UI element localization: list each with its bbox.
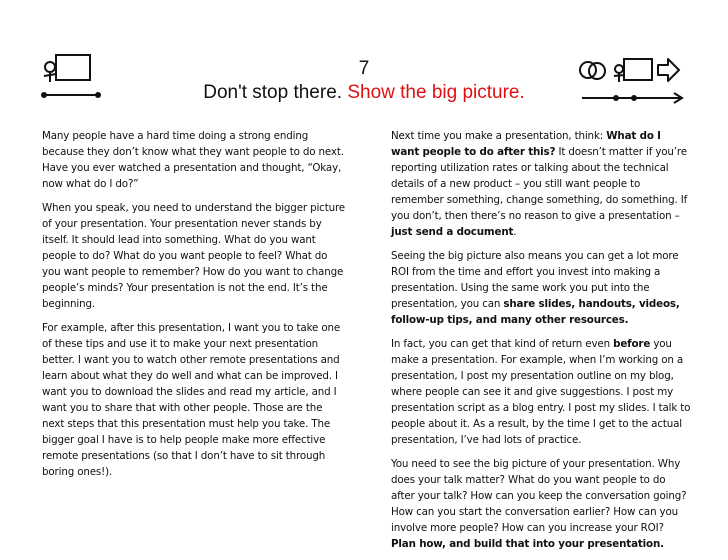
text-run: In fact, you can get that kind of return even <box>391 338 614 350</box>
group-people-icon <box>578 58 608 86</box>
bold-text: What do I want people to do after this? <box>391 130 661 158</box>
person-with-board-icon <box>612 56 656 86</box>
left-paragraph-3: For example, after this presentation, I want you to take one of these tips and use it to make your next presentation better. I want you to watch other remote presentations and learn about what they do well and what can be improved. I want you to download the slides and read my article, and I want you to share that with other people. Those are the next steps that this presentation must help you take. The bigger goal I have is to help people make more effective remote presentations (so that I don’t have to sit through boring ones!). <box>42 322 341 478</box>
title-prefix: Don't stop there. <box>203 82 343 103</box>
left-paragraph-2: When you speak, you need to understand the bigger picture of your presentation. Your presentation never stands by itself. It should lead into something. What do you want people to do? What do you want people to feel? What do you want people to remember? How do you want to change people’s minds? Your presentation is not the end. It’s the beginning. <box>42 202 345 310</box>
bold-text: Plan how, and build that into your presentation. <box>391 538 664 550</box>
right-paragraph-1 <box>391 128 691 240</box>
text-run: . <box>513 226 517 238</box>
timeline-arrow-icon <box>580 90 690 106</box>
person-with-board-icon <box>40 52 96 88</box>
bold-text: share slides, handouts, videos, follow-up tips, and many other resources. <box>391 298 680 326</box>
right-paragraph-4 <box>391 456 691 552</box>
title-highlight: Show the big picture. <box>347 82 525 103</box>
arrow-right-icon <box>656 56 682 84</box>
left-paragraph-1: Many people have a hard time doing a strong ending because they don’t know what they want people to do next. Have you ever watched a presentation and thought, “Okay, now what do I do?” <box>42 130 344 190</box>
text-run: Seeing the big picture also means you can get a lot more ROI from the time and effort you invest into making a presentation. Using the same work you put into the presentation, you can <box>391 250 679 310</box>
timeline-arrow-icon <box>40 88 104 102</box>
right-paragraph-3 <box>391 336 691 448</box>
bold-text: before <box>613 338 651 350</box>
right-column <box>391 128 691 560</box>
text-run: It doesn’t matter if you’re reporting utilization rates or talking about the technical details of a new product – you still want people to remember something, change something, do something. If you don’t, then there’s no reason to give a presentation – <box>391 146 688 222</box>
right-paragraph-2 <box>391 248 691 328</box>
bold-text: just send a document <box>391 226 514 238</box>
text-run: You need to see the big picture of your presentation. Why does your talk matter? What do you want people to do after your talk? How can you keep the conversation going? How can you start the conversation earlier? How can you involve more people? How can you increase your ROI? <box>391 458 687 534</box>
text-run: you make a presentation. For example, when I’m working on a presentation, I post my presentation outline on my blog, where people can see it and give suggestions. I post my presentation script as a blog entry. I post my slides. I talk to people about it. As a result, by the time I get to the actual presentation, I’ve had lots of practice. <box>391 338 691 446</box>
left-column <box>42 128 345 488</box>
text-run: Next time you make a presentation, think: <box>391 130 607 142</box>
slide-number: 7 <box>358 58 370 79</box>
